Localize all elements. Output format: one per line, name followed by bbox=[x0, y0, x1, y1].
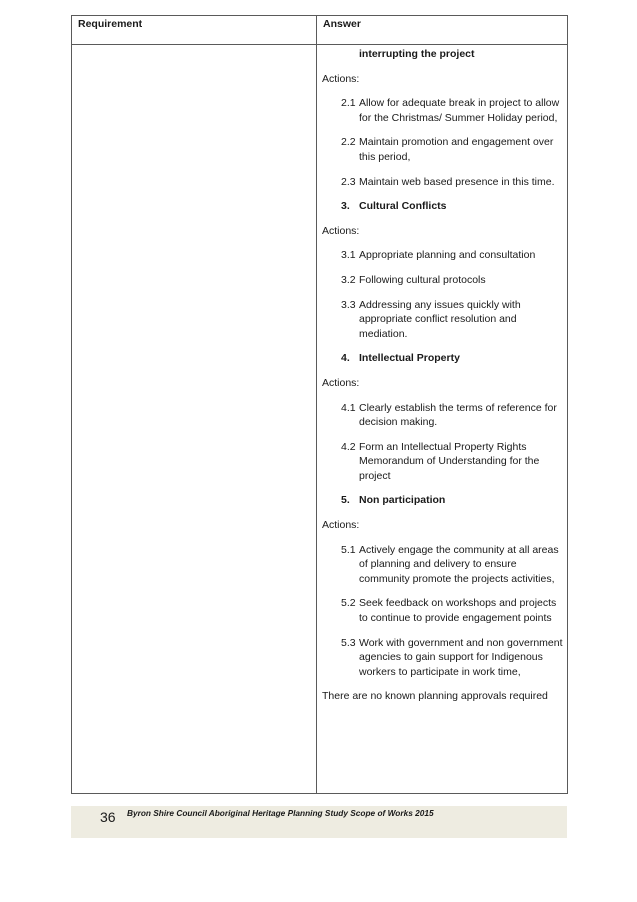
action-item: 4.1 Clearly establish the terms of reference for decision making. bbox=[341, 401, 557, 429]
section-heading: 5. Non participation bbox=[341, 494, 446, 507]
column-header-answer: Answer bbox=[317, 16, 568, 45]
action-item: 2.1 Allow for adequate break in project to allow for the Christmas/ Summer Holiday period, bbox=[341, 97, 560, 124]
action-item: 3.1 Appropriate planning and consultation bbox=[341, 249, 536, 262]
closing-statement: There are no known planning approvals required bbox=[322, 690, 548, 703]
continued-heading: interrupting the project bbox=[359, 48, 475, 60]
actions-label: Actions: bbox=[322, 224, 360, 237]
section-heading: 3. Cultural Conflicts bbox=[341, 200, 447, 213]
footer-title: Byron Shire Council Aboriginal Heritage Planning Study Scope of Works 2015 bbox=[127, 808, 434, 818]
action-item: 2.2 Maintain promotion and engagement over this period, bbox=[341, 136, 554, 163]
requirements-table bbox=[71, 15, 568, 794]
action-item: 2.3 Maintain web based presence in this time. bbox=[341, 175, 555, 188]
actions-label: Actions: bbox=[322, 519, 360, 532]
table-row bbox=[72, 45, 568, 794]
answer-cell bbox=[317, 45, 568, 794]
action-item: 3.3 Addressing any issues quickly with appropriate conflict resolution and mediation. bbox=[341, 298, 521, 340]
section-heading: 4. Intellectual Property bbox=[341, 352, 460, 365]
page-footer bbox=[71, 806, 567, 838]
action-item: 5.3 Work with government and non government agencies to gain support for Indigenous workers to participate in work time, bbox=[341, 636, 563, 678]
actions-label: Actions: bbox=[322, 72, 360, 85]
action-item: 4.2 Form an Intellectual Property Rights Memorandum of Understanding for the project bbox=[341, 440, 540, 482]
action-item: 5.1 Actively engage the community at all areas of planning and delivery to ensure community promote the projects activities, bbox=[341, 543, 559, 585]
page-number: 36 bbox=[100, 809, 116, 825]
actions-label: Actions: bbox=[322, 376, 360, 389]
action-item: 3.2 Following cultural protocols bbox=[341, 273, 486, 286]
requirement-cell bbox=[72, 45, 317, 794]
action-item: 5.2 Seek feedback on workshops and projects to continue to provide engagement points bbox=[341, 597, 557, 625]
column-header-requirement: Requirement bbox=[72, 16, 317, 45]
